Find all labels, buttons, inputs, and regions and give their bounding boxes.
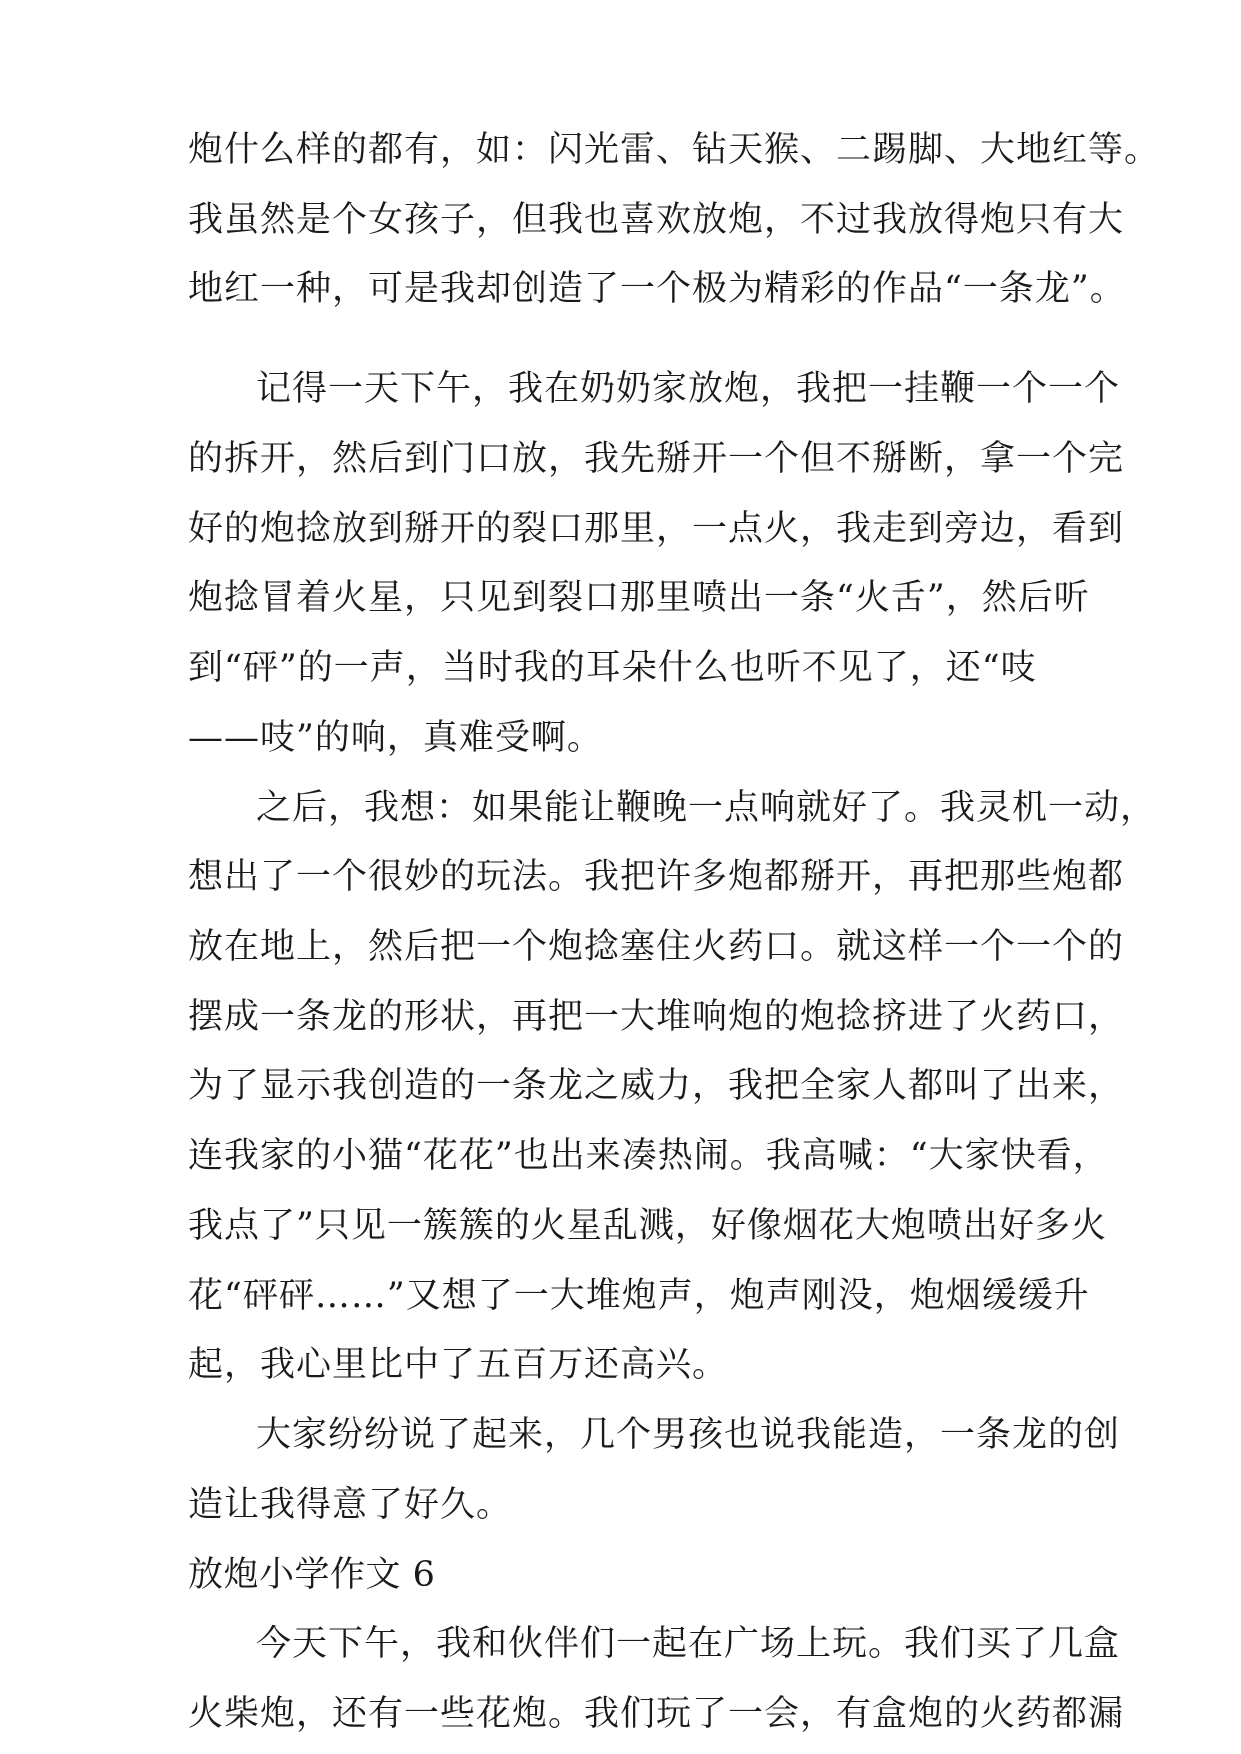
text-line: 连我家的小猫“花花”也出来凑热闹。我高喊：“大家快看，: [188, 1136, 1109, 1176]
text-line: 好的炮捻放到掰开的裂口那里，一点火，我走到旁边，看到: [188, 509, 1125, 549]
text-line: 今天下午，我和伙伴们一起在广场上玩。我们买了几盒: [256, 1624, 1121, 1664]
text-line: 我虽然是个女孩子，但我也喜欢放炮，不过我放得炮只有大: [188, 200, 1125, 240]
text-line: ——吱”的响，真难受啊。: [188, 718, 603, 758]
text-line: 我点了”只见一簇簇的火星乱溅，好像烟花大炮喷出好多火: [188, 1206, 1107, 1246]
text-line: 想出了一个很妙的玩法。我把许多炮都掰开，再把那些炮都: [188, 857, 1125, 897]
text-line: 花“砰砰……”又想了一大堆炮声，炮声刚没，炮烟缓缓升: [188, 1276, 1090, 1316]
text-line: 的拆开，然后到门口放，我先掰开一个但不掰断，拿一个完: [188, 439, 1125, 479]
text-line: 记得一天下午，我在奶奶家放炮，我把一挂鞭一个一个: [256, 369, 1121, 409]
section-heading: 放炮小学作文 6: [188, 1555, 436, 1595]
text-line: 造让我得意了好久。: [188, 1485, 513, 1525]
text-line: 放在地上，然后把一个炮捻塞住火药口。就这样一个一个的: [188, 927, 1125, 967]
text-line: 之后，我想：如果能让鞭晚一点响就好了。我灵机一动，: [256, 788, 1157, 828]
text-line: 大家纷纷说了起来，几个男孩也说我能造，一条龙的创: [256, 1415, 1121, 1455]
text-line: 起，我心里比中了五百万还高兴。: [188, 1345, 729, 1385]
text-line: 为了显示我创造的一条龙之威力，我把全家人都叫了出来，: [188, 1066, 1125, 1106]
text-line: 火柴炮，还有一些花炮。我们玩了一会，有盒炮的火药都漏: [188, 1694, 1125, 1734]
text-line: 炮捻冒着火星，只见到裂口那里喷出一条“火舌”，然后听: [188, 578, 1090, 618]
text-line: 地红一种，可是我却创造了一个极为精彩的作品“一条龙”。: [188, 269, 1126, 309]
text-line: 摆成一条龙的形状，再把一大堆响炮的炮捻挤进了火药口，: [188, 997, 1125, 1037]
text-line: 炮什么样的都有，如：闪光雷、钻天猴、二踢脚、大地红等。: [188, 130, 1161, 170]
text-line: 到“砰”的一声，当时我的耳朵什么也听不见了，还“吱: [188, 648, 1037, 688]
